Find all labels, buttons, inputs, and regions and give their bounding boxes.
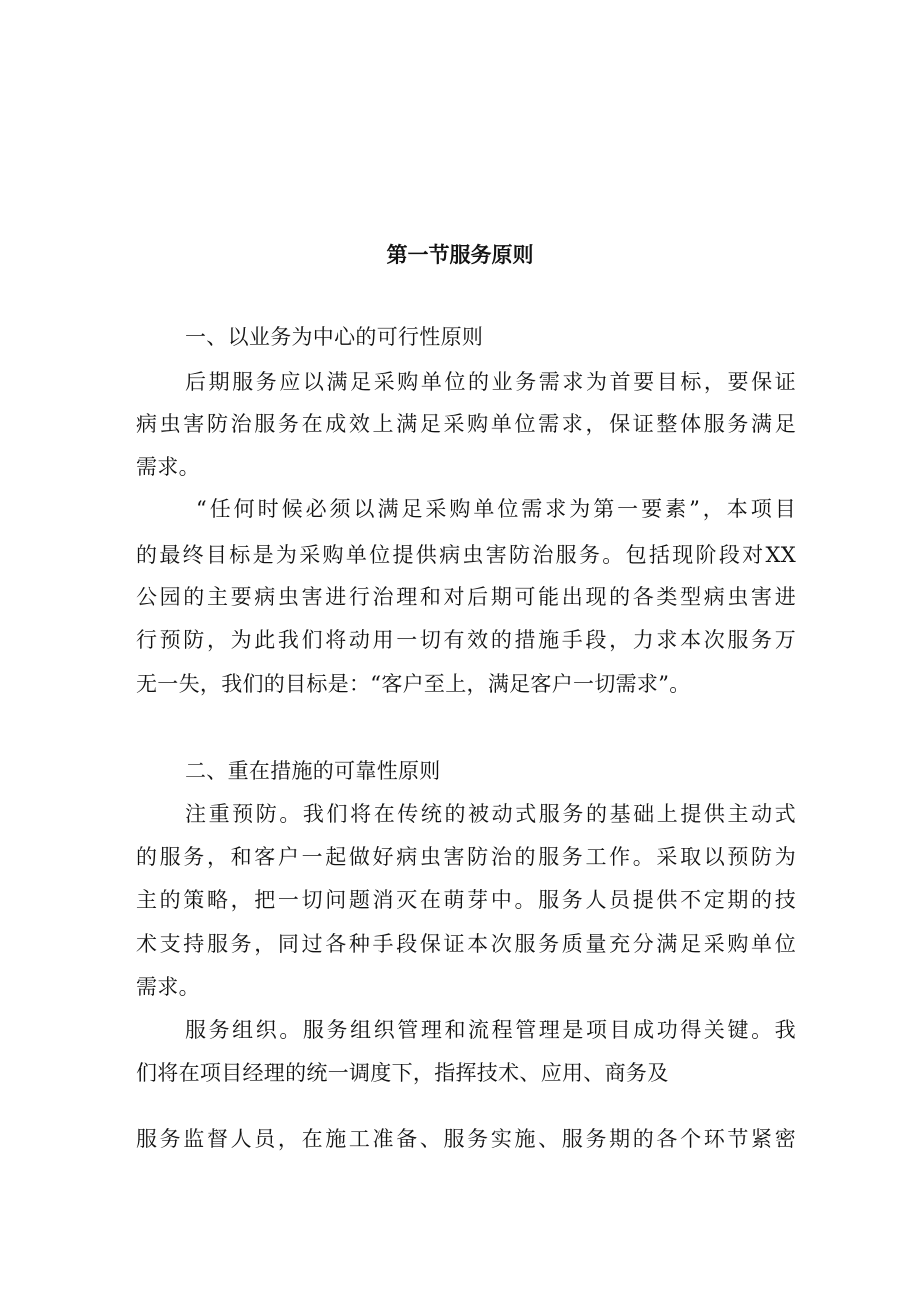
paragraph-line: 的服务，和客户一起做好病虫害防治的服务工作。采取以预防为 xyxy=(136,845,796,869)
section-2-heading: 二、重在措施的可靠性原则 xyxy=(185,759,441,783)
paragraph-line: 行预防，为此我们将动用一切有效的措施手段，力求本次服务万 xyxy=(136,628,796,652)
paragraph-line: 们将在项目经理的统一调度下，指挥技术、应用、商务及 xyxy=(136,1061,669,1085)
section-1-heading: 一、以业务为中心的可行性原则 xyxy=(185,325,484,349)
paragraph-line: 需求。 xyxy=(136,455,200,479)
paragraph-line: 公园的主要病虫害进行治理和对后期可能出现的各类型病虫害进 xyxy=(136,585,796,609)
paragraph-line: 病虫害防治服务在成效上满足采购单位需求，保证整体服务满足 xyxy=(136,412,796,436)
paragraph-line: 需求。 xyxy=(136,975,200,999)
paragraph-line: 后期服务应以满足采购单位的业务需求为首要目标，要保证 xyxy=(185,370,796,394)
paragraph-line: 无一失，我们的目标是：“客户至上，满足客户一切需求”。 xyxy=(136,672,691,696)
paragraph-line: 注重预防。我们将在传统的被动式服务的基础上提供主动式 xyxy=(185,802,796,826)
paragraph-line: 术支持服务，同过各种手段保证本次服务质量充分满足采购单位 xyxy=(136,932,796,956)
paragraph-line: 的最终目标是为采购单位提供病虫害防治服务。包括现阶段对XX xyxy=(136,543,796,567)
paragraph-line: 主的策略，把一切问题消灭在萌芽中。服务人员提供不定期的技 xyxy=(136,888,796,912)
paragraph-line: 服务组织。服务组织管理和流程管理是项目成功得关键。我 xyxy=(185,1018,796,1042)
paragraph-line: “任何时候必须以满足采购单位需求为第一要素”，本项目 xyxy=(196,497,796,521)
section-title: 第一节服务原则 xyxy=(386,243,534,267)
paragraph-line: 服务监督人员，在施工准备、服务实施、服务期的各个环节紧密 xyxy=(136,1127,796,1151)
